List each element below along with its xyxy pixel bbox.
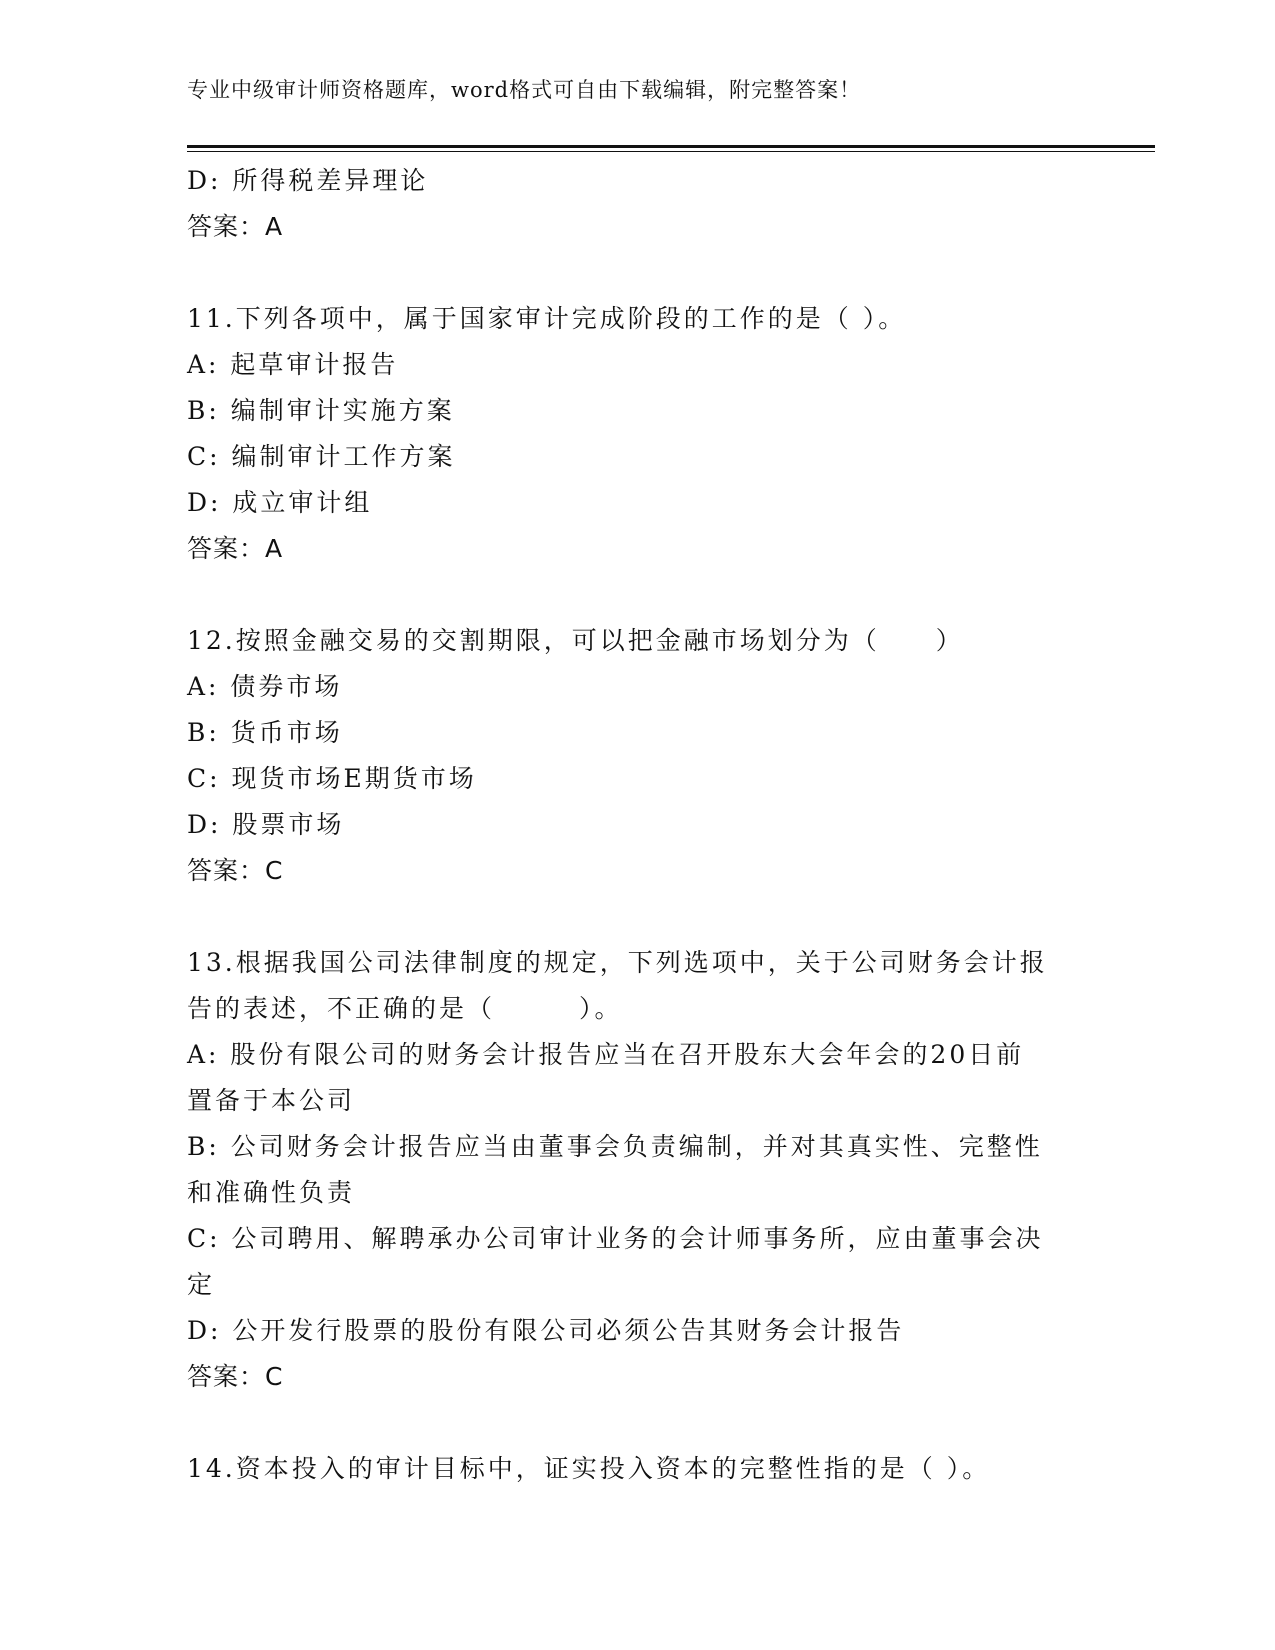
option-b: B: 货币市场 (187, 718, 343, 747)
answer-line: 答案：A (187, 212, 284, 241)
option-b-line-1: B: 公司财务会计报告应当由董事会负责编制，并对其真实性、完整性 (187, 1132, 1043, 1161)
question-body (187, 158, 1067, 1492)
option-c-line-1: C: 公司聘用、解聘承办公司审计业务的会计师事务所，应由董事会决 (187, 1224, 1044, 1253)
option-a-line-2: 置备于本公司 (187, 1086, 356, 1115)
question-stem-13-line-2: 告的表述，不正确的是（ ）。 (187, 994, 623, 1023)
option-d: D: 股票市场 (187, 810, 345, 839)
option-c: C: 现货市场E期货市场 (187, 764, 477, 793)
option-b: B: 编制审计实施方案 (187, 396, 455, 425)
question-stem-11: 11.下列各项中，属于国家审计完成阶段的工作的是（ ）。 (187, 304, 907, 333)
question-stem-14: 14.资本投入的审计目标中，证实投入资本的完整性指的是（ ）。 (187, 1454, 991, 1483)
answer-line: 答案：A (187, 534, 284, 563)
option-d: D: 公开发行股票的股份有限公司必须公告其财务会计报告 (187, 1316, 905, 1345)
option-d: D: 成立审计组 (187, 488, 373, 517)
option-a-line-1: A: 股份有限公司的财务会计报告应当在召开股东大会年会的20日前 (187, 1040, 1025, 1069)
option-d: D: 所得税差异理论 (187, 166, 429, 195)
option-b-line-2: 和准确性负责 (187, 1178, 356, 1207)
spacer (187, 572, 1067, 618)
answer-line: 答案：C (187, 856, 284, 885)
option-c: C: 编制审计工作方案 (187, 442, 456, 471)
spacer (187, 894, 1067, 940)
option-a: A: 债券市场 (187, 672, 343, 701)
question-stem-12: 12.按照金融交易的交割期限，可以把金融市场划分为（ ） (187, 626, 964, 655)
option-a: A: 起草审计报告 (187, 350, 399, 379)
header-rule-thin (187, 151, 1155, 152)
answer-line: 答案：C (187, 1362, 284, 1391)
spacer (187, 1400, 1067, 1446)
spacer (187, 250, 1067, 296)
page-header: 专业中级审计师资格题库，word格式可自由下载编辑，附完整答案！ (187, 78, 862, 102)
question-stem-13-line-1: 13.根据我国公司法律制度的规定，下列选项中，关于公司财务会计报 (187, 948, 1048, 977)
option-c-line-2: 定 (187, 1270, 216, 1299)
header-rule-thick (187, 145, 1155, 148)
